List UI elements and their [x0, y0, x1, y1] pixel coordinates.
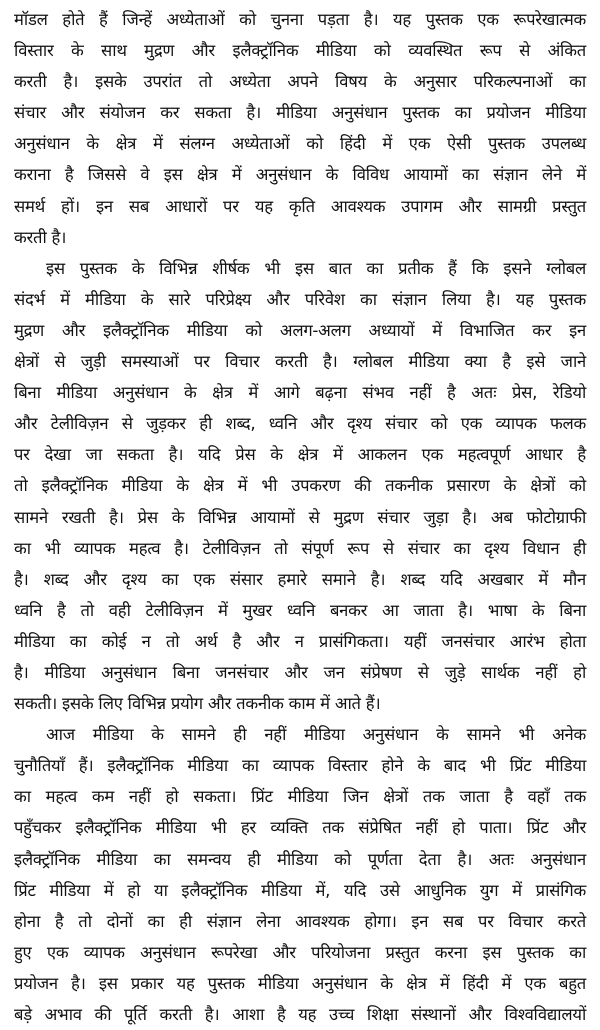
text-line: बड़े अभाव की पूर्ति करती है। आशा है यह उच्च शिक्षा संस्थानों और विश्वविद्यालयों: [14, 1005, 586, 1024]
document-page: [14, 4, 586, 1024]
text-line: समर्थ हों। इन सब आधारों पर यह कृति आवश्यक उपागम और सामग्री प्रस्तुत: [14, 196, 586, 216]
text-line: संचार और संयोजन कर सकता है। मीडिया अनुसंधान पुस्तक का प्रयोजन मीडिया: [14, 103, 586, 123]
text-line: ध्वनि है तो वही टेलीविज़न में मुखर ध्वनि बनकर आ जाता है। भाषा के बिना: [14, 600, 586, 620]
text-line: का भी व्यापक महत्व है। टेलीविज़न तो संपूर्ण रूप से संचार का दृश्य विधान ही: [14, 538, 586, 558]
text-line: बिना मीडिया अनुसंधान के क्षेत्र में आगे बढ़ना संभव नहीं है अतः प्रेस, रेडियो: [14, 383, 586, 403]
text-line: मुद्रण और इलैक्ट्रॉनिक मीडिया को अलग-अलग अध्यायों में विभाजित कर इन: [14, 320, 586, 340]
text-line: संदर्भ में मीडिया के सारे परिप्रेक्ष्य और परिवेश का संज्ञान लिया है। यह पुस्तक: [14, 289, 586, 309]
text-line: प्रयोजन है। इस प्रकार यह पुस्तक मीडिया अनुसंधान के क्षेत्र में हिंदी में एक बहुत: [14, 973, 586, 993]
text-line: विस्तार के साथ मुद्रण और इलैक्ट्रॉनिक मीडिया को व्यवस्थित रूप से अंकित: [14, 41, 586, 61]
text-line: और टेलीविज़न से जुड़कर ही शब्द, ध्वनि और दृश्य संचार को एक व्यापक फलक: [14, 414, 586, 434]
text-line: हुए एक व्यापक अनुसंधान रूपरेखा और परियोजना प्रस्तुत करना इस पुस्तक का: [14, 942, 586, 962]
text-line: होना है तो दोनों का ही संज्ञान लेना आवश्यक होगा। इन सब पर विचार करते: [14, 911, 586, 931]
text-line: प्रिंट मीडिया में हो या इलैक्ट्रॉनिक मीडिया में, यदि उसे आधुनिक युग में प्रासंगिक: [14, 880, 586, 900]
paragraph-2: [14, 253, 586, 719]
text-line: मीडिया का कोई न तो अर्थ है और न प्रासंगिकता। यहीं जनसंचार आरंभ होता: [14, 631, 586, 651]
text-line: अनुसंधान के क्षेत्र में संलग्न अध्येताओं को हिंदी में एक ऐसी पुस्तक उपलब्ध: [14, 134, 586, 154]
text-line: चुनौतियाँ हैं। इलैक्ट्रॉनिक मीडिया का व्यापक विस्तार होने के बाद भी प्रिंट मीडिया: [14, 756, 586, 776]
text-line: का महत्व कम नहीं हो सकता। प्रिंट मीडिया जिन क्षेत्रों तक जाता है वहाँ तक: [14, 787, 586, 807]
text-line: सकती। इसके लिए विभिन्न प्रयोग और तकनीक काम में आते हैं।: [14, 694, 381, 714]
paragraph-1: [14, 4, 586, 253]
text-line: पर देखा जा सकता है। यदि प्रेस के क्षेत्र में आकलन एक महत्वपूर्ण आधार है: [14, 445, 586, 465]
text-line: है। मीडिया अनुसंधान बिना जनसंचार और जन संप्रेषण से जुड़े सार्थक नहीं हो: [14, 662, 586, 682]
text-line: करती है। इसके उपरांत तो अध्येता अपने विषय के अनुसार परिकल्पनाओं का: [14, 72, 586, 92]
text-line: इलैक्ट्रॉनिक मीडिया का समन्वय ही मीडिया को पूर्णता देता है। अतः अनुसंधान: [14, 849, 586, 869]
text-line: आज मीडिया के सामने ही नहीं मीडिया अनुसंधान के सामने भी अनेक: [46, 725, 586, 745]
text-line: है। शब्द और दृश्य का एक संसार हमारे समाने है। शब्द यदि अखबार में मौन: [14, 569, 586, 589]
text-line: पहुँचकर इलैक्ट्रॉनिक मीडिया भी हर व्यक्ति तक संप्रेषित नहीं हो पाता। प्रिंट और: [14, 818, 586, 838]
paragraph-3: [14, 719, 586, 1030]
text-line: इस पुस्तक के विभिन्न शीर्षक भी इस बात का प्रतीक हैं कि इसने ग्लोबल: [46, 258, 586, 278]
text-line: करती है।: [14, 227, 67, 247]
text-line: कराना है जिससे वे इस क्षेत्र में अनुसंधान के विविध आयामों का संज्ञान लेने में: [14, 165, 586, 185]
text-line: क्षेत्रों से जुड़ी समस्याओं पर विचार करती है। ग्लोबल मीडिया क्या है इसे जाने: [14, 352, 586, 372]
text-line: तो इलैक्ट्रॉनिक मीडिया के क्षेत्र में भी उपकरण की तकनीक प्रसारण के क्षेत्रों को: [14, 476, 586, 496]
text-line: मॉडल होते हैं जिन्हें अध्येताओं को चुनना पड़ता है। यह पुस्तक एक रूपरेखात्मक: [14, 10, 586, 29]
text-line: सामने रखती है। प्रेस के विभिन्न आयामों से मुद्रण संचार जुड़ा है। अब फोटोग्राफी: [14, 507, 586, 527]
